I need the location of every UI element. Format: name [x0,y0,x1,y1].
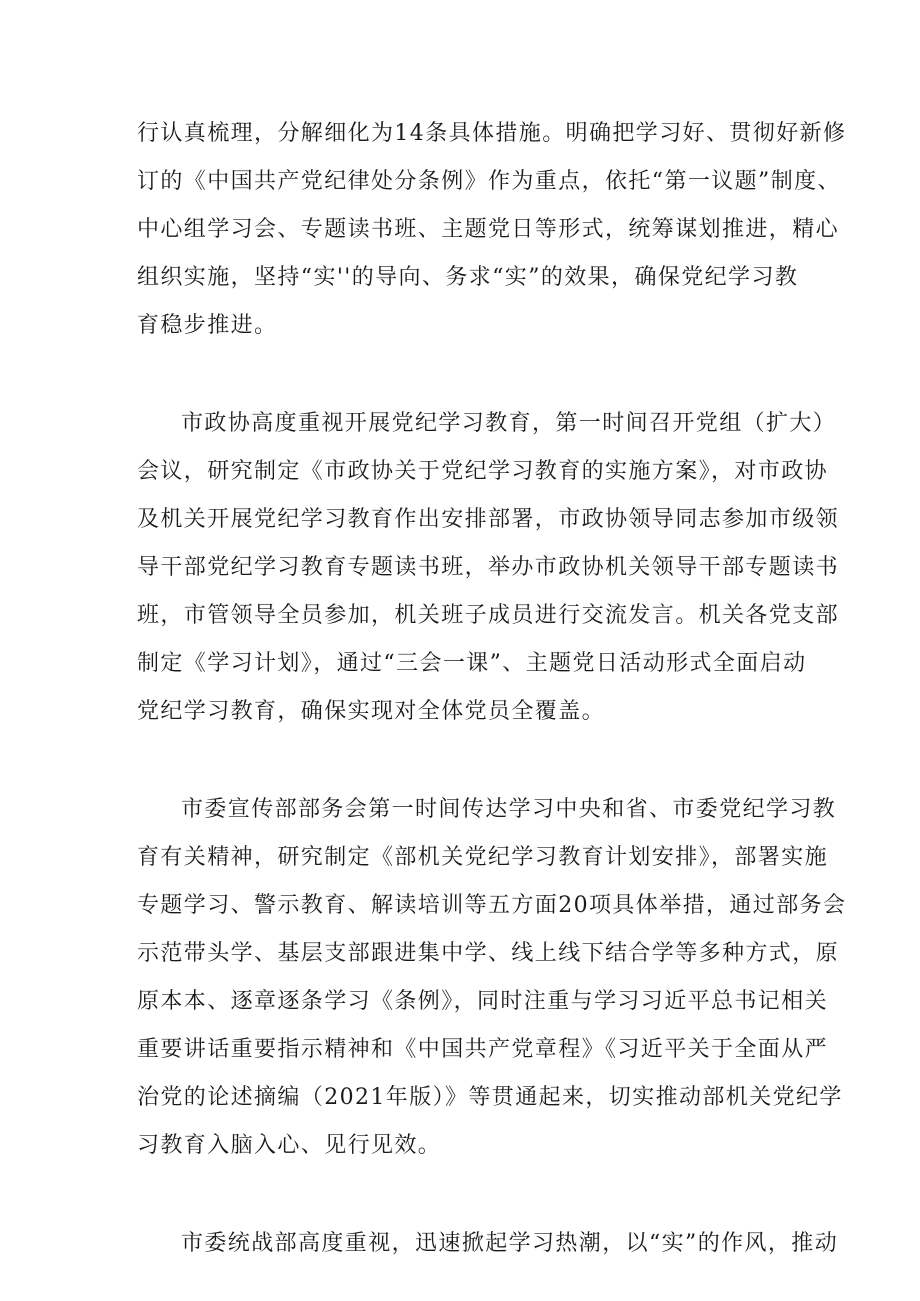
text-line: 习教育入脑入心、见行见效。 [137,1133,442,1158]
paragraph-gap [137,1170,797,1220]
text-line: 市委宣传部部务会第一时间传达学习中央和省、市委党纪学习教 [181,797,837,822]
paragraph-gap [137,736,797,786]
text-line: 示范带头学、基层支部跟进集中学、线上线下结合学等多种方式，原 [137,941,840,966]
paragraph-gap [137,350,797,400]
text-line: 组织实施，坚持“实''的导向、务求“实”的效果，确保党纪学习教 [137,265,799,290]
text-line: 订的《中国共产党纪律处分条例》作为重点，依托“第一议题”制度、 [137,169,841,194]
text-line: 治党的论述摘编（2021年版）》等贯通起来，切实推动部机关党纪学 [137,1085,843,1110]
text-line: 会议，研究制定《市政协关于党纪学习教育的实施方案》，对市政协 [137,459,829,484]
text-line: 原本本、逐章逐条学习《条例》，同时注重与学习习近平总书记相关 [137,989,829,1014]
text-line: 班，市管领导全员参加，机关班子成员进行交流发言。机关各党支部 [137,603,840,628]
paragraph-4 [137,1220,839,1268]
text-line: 市政协高度重视开展党纪学习教育，第一时间召开党组（扩大） [181,411,837,436]
text-line: 市委统战部高度重视，迅速掀起学习热潮，以“实”的作风，推动 [181,1231,839,1256]
paragraph-3 [137,786,847,1170]
text-line: 中心组学习会、专题读书班、主题党日等形式，统筹谋划推进，精心 [137,217,840,242]
text-line: 制定《学习计划》，通过“三会一课”、主题党日活动形式全面启动 [137,651,807,676]
text-line: 重要讲话重要指示精神和《中国共产党章程》《习近平关于全面从严 [137,1037,829,1062]
paragraph-1 [137,110,847,350]
text-line: 专题学习、警示教育、解读培训等五方面20项具体举措，通过部务会 [137,893,847,918]
paragraph-2 [137,400,840,736]
text-line: 育有关精神，研究制定《部机关党纪学习教育计划安排》，部署实施 [137,845,829,870]
text-line: 行认真梳理，分解细化为14条具体措施。明确把学习好、贯彻好新修 [137,121,847,146]
text-line: 导干部党纪学习教育专题读书班，举办市政协机关领导干部专题读书 [137,555,840,580]
text-line: 党纪学习教育，确保实现对全体党员全覆盖。 [137,699,606,724]
text-line: 育稳步推进。 [137,313,278,338]
text-line: 及机关开展党纪学习教育作出安排部署，市政协领导同志参加市级领 [137,507,840,532]
document-body [137,110,847,1268]
